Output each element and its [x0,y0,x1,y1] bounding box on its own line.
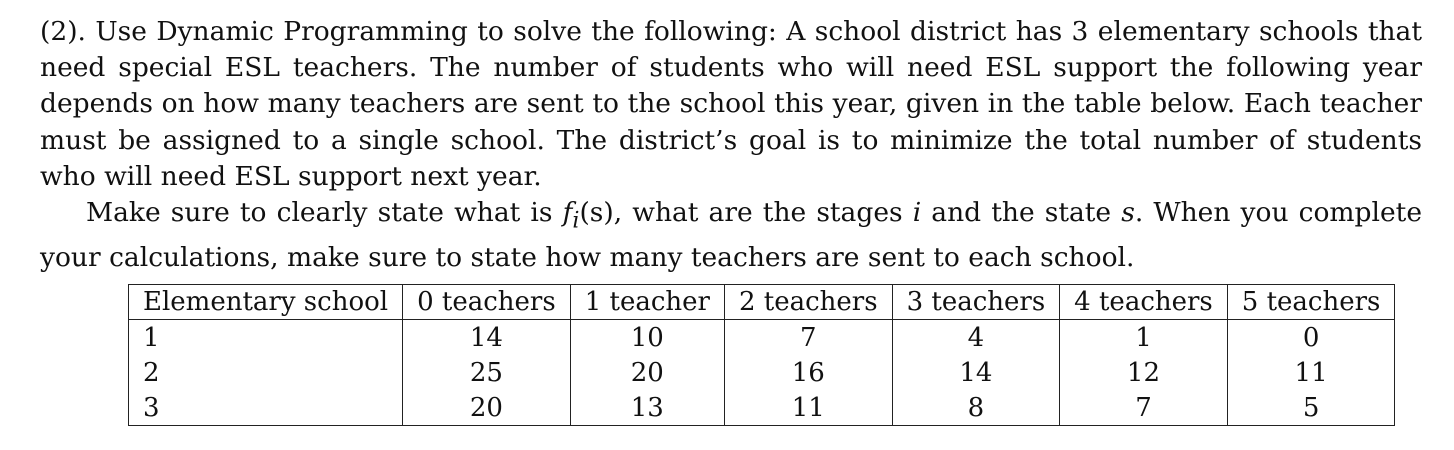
problem-statement [40,14,1422,276]
value-cell: 11 [1227,355,1395,390]
school-cell: 3 [129,390,403,426]
value-cell: 4 [892,320,1060,356]
table-row [129,355,1395,390]
value-cell: 7 [1060,390,1228,426]
f-argument: (s) [579,197,614,229]
table-row [129,320,1395,356]
problem-instruction [40,195,1422,276]
header-4-teachers: 4 teachers [1060,285,1228,320]
value-cell: 12 [1060,355,1228,390]
table-header-row [129,285,1395,320]
instruction-part3: and the state [921,197,1122,229]
instruction-part1: Make sure to clearly state what is [86,197,563,229]
value-cell: 14 [403,320,571,356]
value-cell: 8 [892,390,1060,426]
value-cell: 16 [724,355,892,390]
header-elementary-school: Elementary school [129,285,403,320]
value-cell: 5 [1227,390,1395,426]
instruction-part4: . When you complete your calculations, make sure to state how many teachers are sent to each school. [40,197,1422,273]
school-cell: 1 [129,320,403,356]
school-cell: 2 [129,355,403,390]
stage-symbol: i [912,197,922,229]
table-row [129,390,1395,426]
value-cell: 0 [1227,320,1395,356]
value-cell: 1 [1060,320,1228,356]
header-5-teachers: 5 teachers [1227,285,1395,320]
value-cell: 11 [724,390,892,426]
value-cell: 25 [403,355,571,390]
problem-intro: (2). Use Dynamic Programming to solve the following: A school district has 3 elementary schools that need special ESL teachers. The number of students who will need ESL support the following year depends on how many teachers are sent to the school this year, given in the table below. Each teacher must be assigned to a single school. The district’s goal is to minimize the total number of students who will need ESL support next year. [40,16,1422,192]
value-cell: 14 [892,355,1060,390]
value-cell: 7 [724,320,892,356]
value-cell: 20 [403,390,571,426]
header-1-teacher: 1 teacher [570,285,724,320]
instruction-part2: , what are the stages [613,197,913,229]
header-2-teachers: 2 teachers [724,285,892,320]
esl-students-table [128,284,1395,426]
value-cell: 10 [570,320,724,356]
f-symbol: f [562,197,573,229]
header-0-teachers: 0 teachers [403,285,571,320]
f-subscript: i [572,208,580,234]
header-3-teachers: 3 teachers [892,285,1060,320]
value-cell: 13 [570,390,724,426]
state-symbol: s [1121,197,1135,229]
value-cell: 20 [570,355,724,390]
esl-table-container [128,284,1395,426]
